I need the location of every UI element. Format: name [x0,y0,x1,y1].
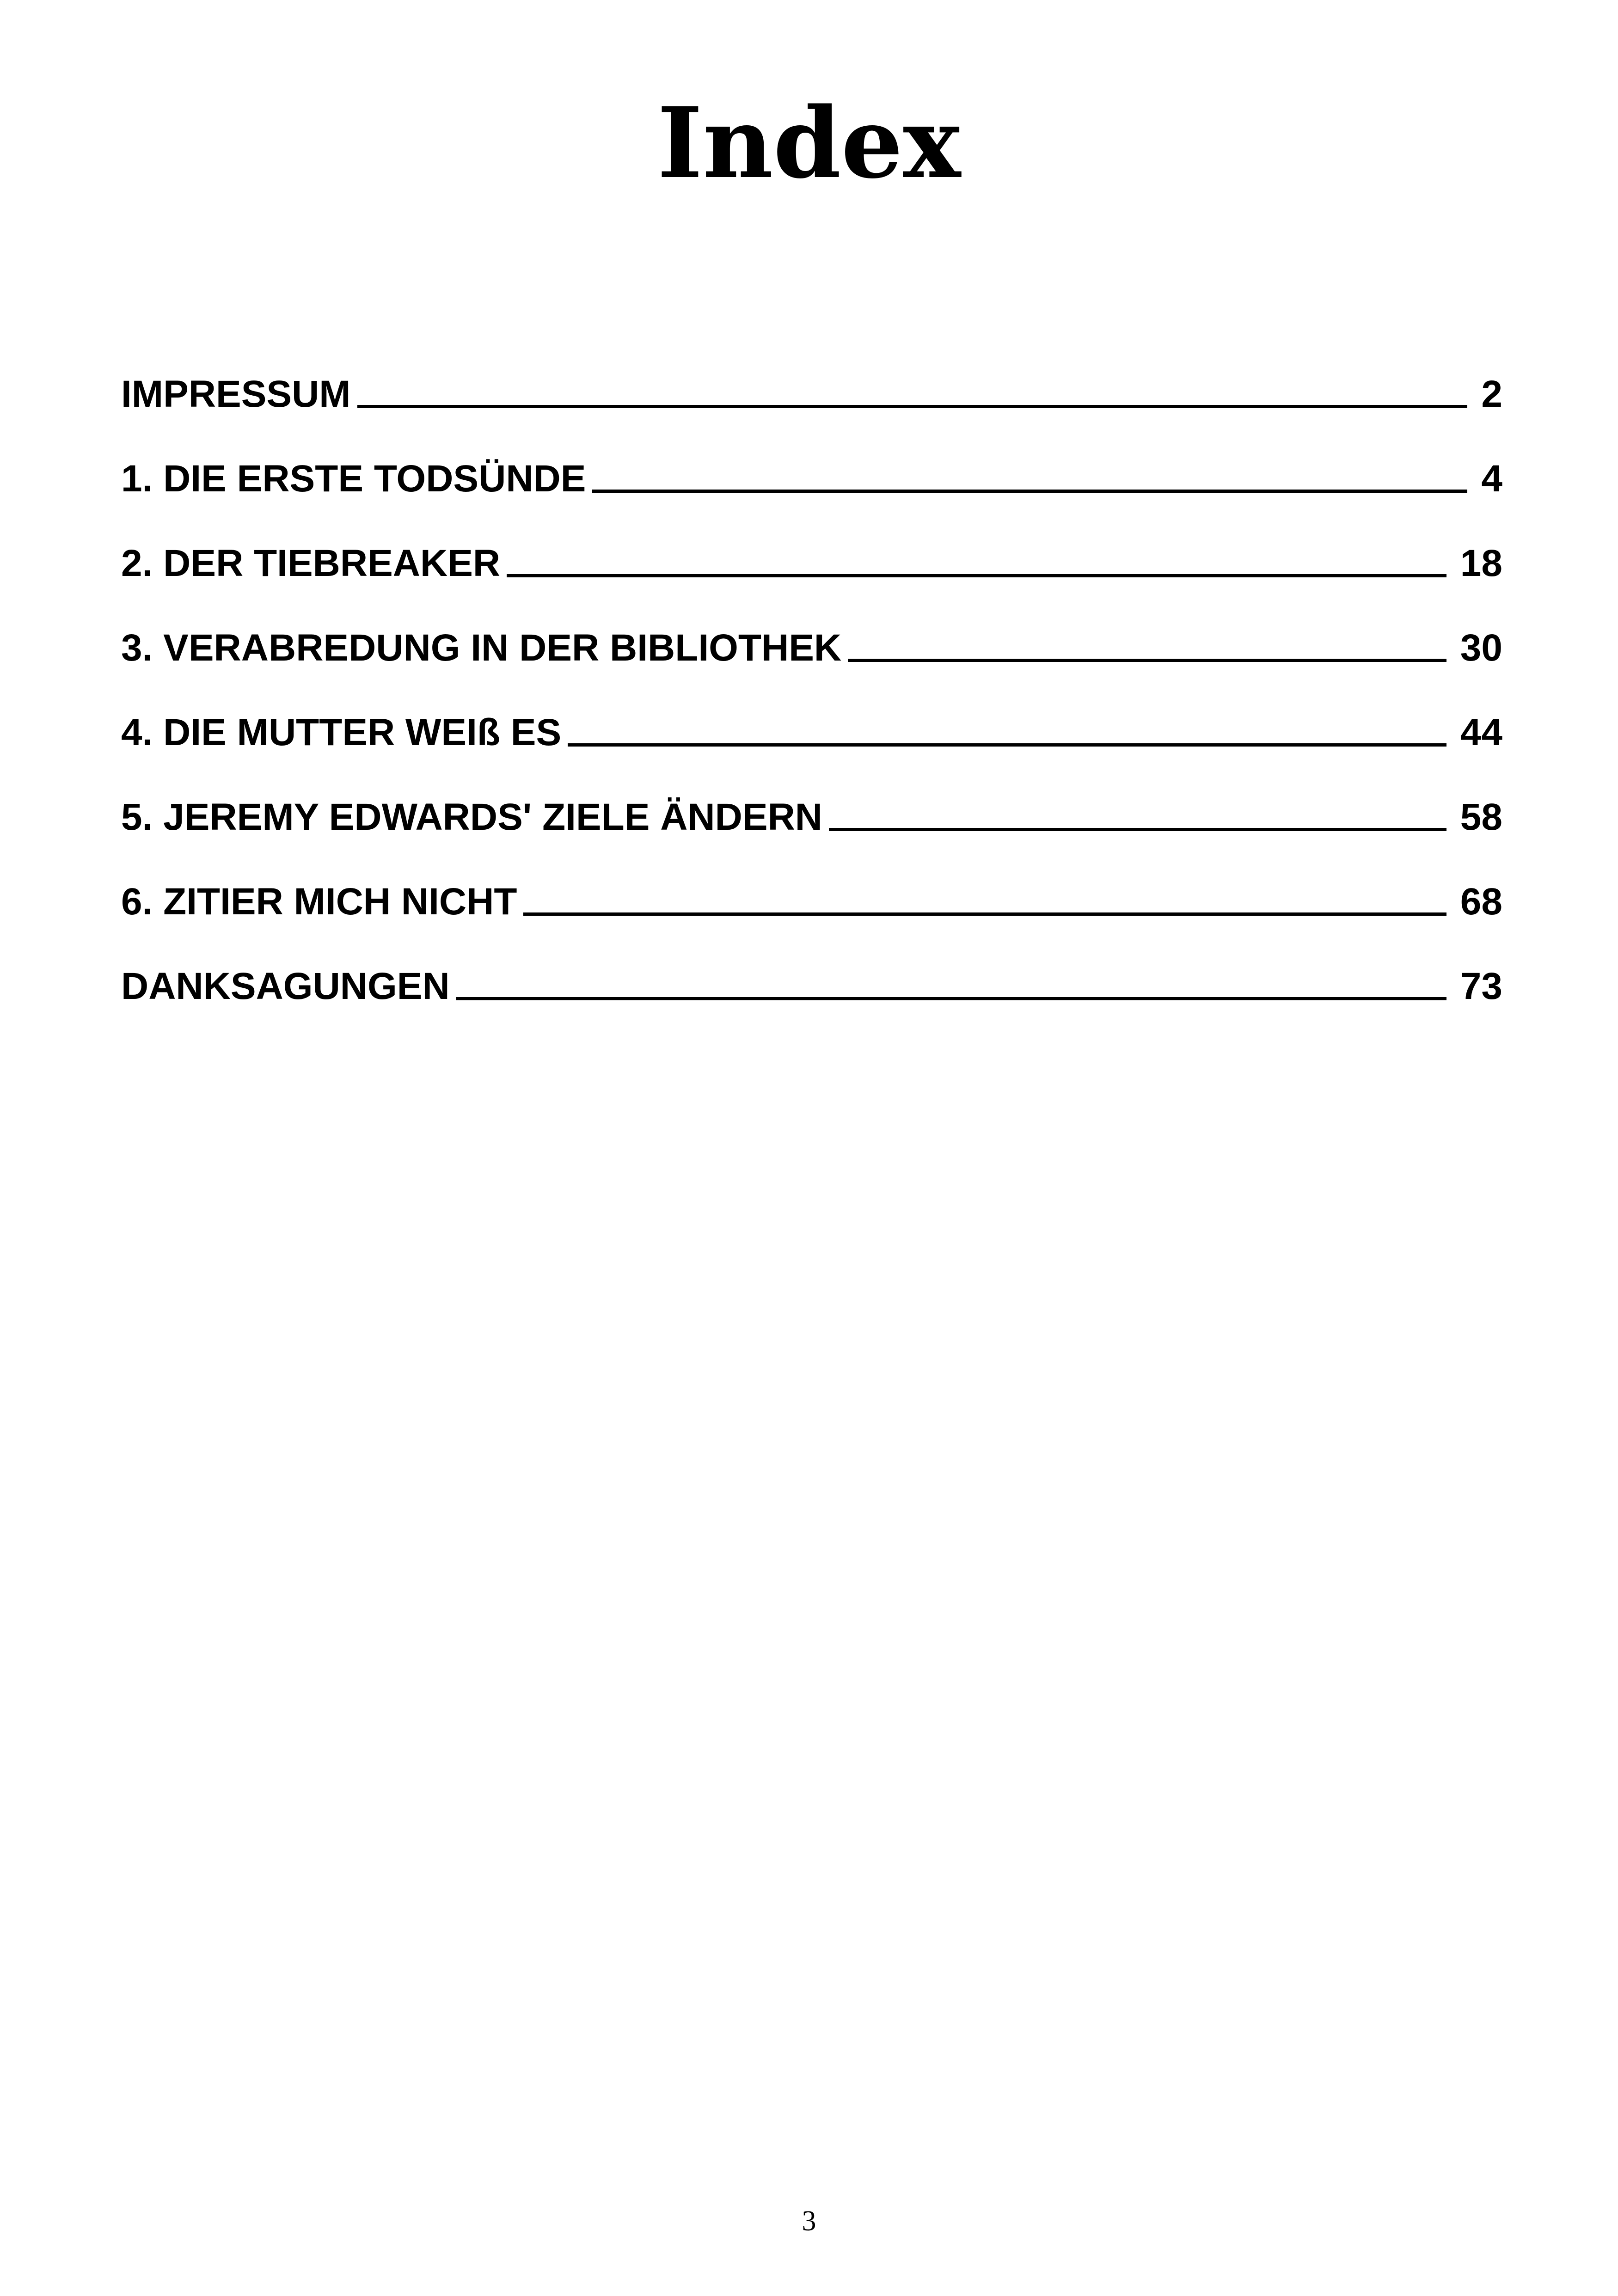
toc-entry-page: 58 [1460,796,1502,838]
toc-entry-label: 2. DER TIEBREAKER [121,542,501,584]
page-title: Index [657,86,961,200]
toc-entry-label: 4. DIE MUTTER WEIß ES [121,711,562,753]
toc-leader-line [568,743,1446,747]
toc-entry-page: 2 [1481,373,1502,415]
toc-leader-line [848,659,1446,662]
toc-entry-danksagungen [121,925,1502,1010]
toc-leader-line [507,574,1446,577]
toc-entry-chapter-6 [121,840,1502,925]
toc-leader-line [592,490,1467,493]
toc-entry-page: 18 [1460,542,1502,584]
toc-entry-label: DANKSAGUNGEN [121,965,450,1007]
toc-entry-page: 68 [1460,881,1502,923]
toc-leader-line [523,912,1446,916]
toc-leader-line [829,828,1446,831]
toc-leader-line [456,997,1446,1000]
toc-entry-page: 73 [1460,965,1502,1007]
toc-leader-line [357,405,1468,408]
toc-entry-page: 30 [1460,627,1502,669]
toc-entry-chapter-4 [121,671,1502,756]
toc-entry-impressum [121,333,1502,417]
toc-entry-page: 44 [1460,711,1502,753]
toc-entry-label: 1. DIE ERSTE TODSÜNDE [121,458,586,500]
toc-entry-chapter-1 [121,417,1502,502]
toc-entry-label: 5. JEREMY EDWARDS' ZIELE ÄNDERN [121,796,822,838]
toc-entry-label: 6. ZITIER MICH NICHT [121,881,517,923]
page-number: 3 [802,2205,816,2237]
toc-entry-chapter-5 [121,756,1502,840]
toc-entry-chapter-3 [121,587,1502,671]
table-of-contents [121,333,1502,1010]
toc-entry-label: 3. VERABREDUNG IN DER BIBLIOTHEK [121,627,842,669]
toc-entry-chapter-2 [121,502,1502,587]
toc-entry-label: IMPRESSUM [121,373,351,415]
toc-entry-page: 4 [1481,458,1502,500]
